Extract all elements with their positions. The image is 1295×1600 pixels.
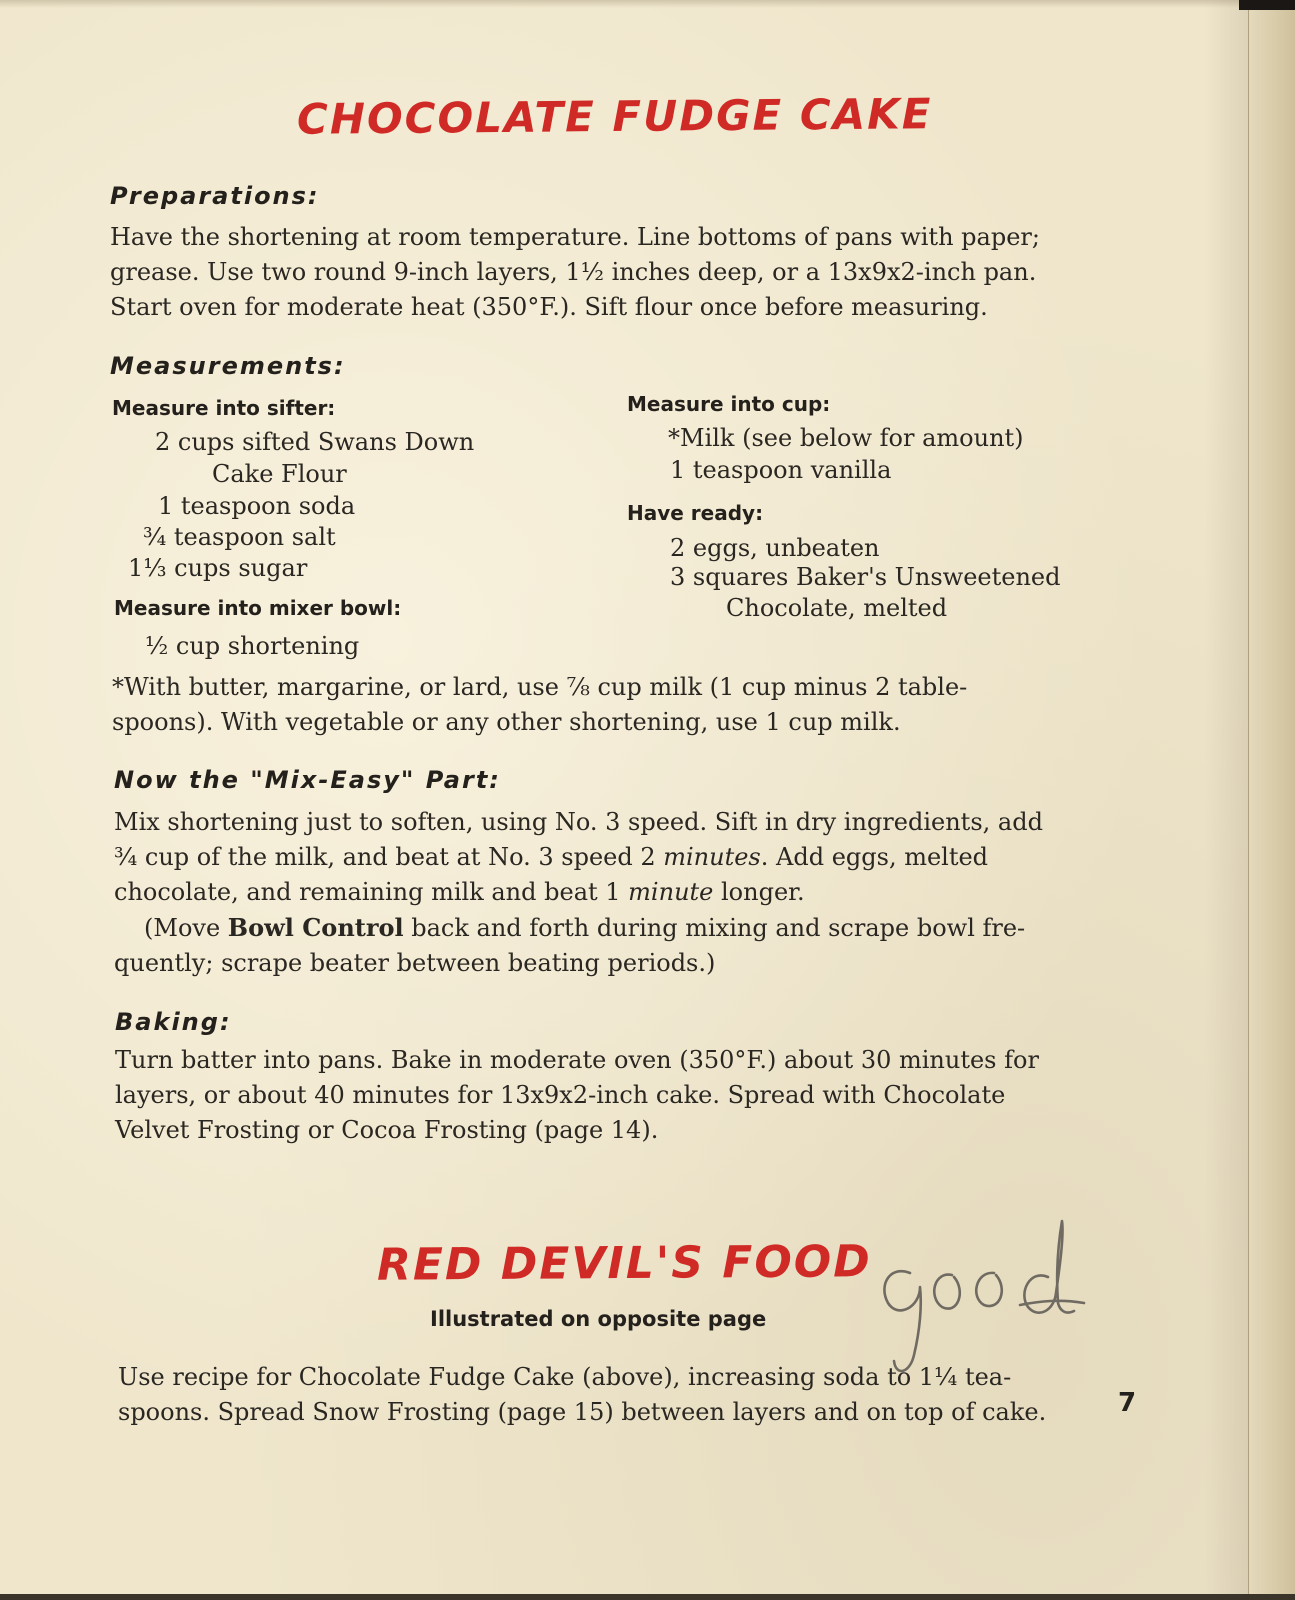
ingredient-item: 2 eggs, unbeaten bbox=[670, 534, 880, 562]
baking-line: layers, or about 40 minutes for 13x9x2-inch cake. Spread with Chocolate bbox=[115, 1081, 1006, 1109]
page-corner-shadow bbox=[1239, 0, 1295, 10]
recipe-title: CHOCOLATE FUDGE CAKE bbox=[296, 89, 933, 144]
mixer-bowl-heading: Measure into mixer bowl: bbox=[114, 596, 402, 620]
ingredient-item: 3 squares Baker's Unsweetened bbox=[670, 563, 1061, 591]
mix-easy-line: Mix shortening just to soften, using No. 3 speed. Sift in dry ingredients, add bbox=[114, 808, 1043, 836]
cup-heading: Measure into cup: bbox=[627, 392, 831, 416]
ingredient-item: 1 teaspoon soda bbox=[158, 492, 356, 520]
red-devil-line: spoons. Spread Snow Frosting (page 15) between layers and on top of cake. bbox=[118, 1398, 1047, 1426]
preparations-heading: Preparations: bbox=[110, 182, 320, 210]
preparations-line: Start oven for moderate heat (350°F.). Sift flour once before measuring. bbox=[110, 293, 988, 321]
ingredient-item: 1 teaspoon vanilla bbox=[670, 456, 892, 484]
milk-footnote bbox=[112, 670, 1097, 740]
ingredient-item: ½ cup shortening bbox=[145, 632, 360, 660]
ingredient-item: Cake Flour bbox=[212, 460, 347, 488]
ingredient-item: ¾ teaspoon salt bbox=[143, 523, 336, 551]
mix-easy-text bbox=[114, 805, 1096, 981]
binding-edge bbox=[1248, 0, 1295, 1600]
page-top-shadow bbox=[0, 0, 1295, 8]
handwritten-note-good bbox=[870, 1215, 1100, 1385]
red-devil-line: Use recipe for Chocolate Fudge Cake (above), increasing soda to 1¼ tea- bbox=[118, 1363, 1012, 1391]
preparations-text bbox=[110, 220, 1095, 325]
sifter-heading: Measure into sifter: bbox=[112, 396, 336, 420]
ingredient-item: 2 cups sifted Swans Down bbox=[155, 428, 475, 456]
footnote-line: spoons). With vegetable or any other shortening, use 1 cup milk. bbox=[112, 708, 901, 736]
preparations-line: grease. Use two round 9-inch layers, 1½ inches deep, or a 13x9x2-inch pan. bbox=[110, 258, 1037, 286]
preparations-line: Have the shortening at room temperature. Line bottoms of pans with paper; bbox=[110, 223, 1040, 251]
secondary-recipe-subtitle: Illustrated on opposite page bbox=[430, 1307, 767, 1331]
footnote-line: *With butter, margarine, or lard, use ⅞ cup milk (1 cup minus 2 table- bbox=[112, 673, 968, 701]
mix-easy-line: ¾ cup of the milk, and beat at No. 3 speed 2 minutes. Add eggs, melted bbox=[114, 843, 989, 871]
page-number: 7 bbox=[1118, 1388, 1137, 1418]
page-bottom-edge bbox=[0, 1594, 1295, 1600]
ingredient-item: 1⅓ cups sugar bbox=[128, 554, 308, 582]
baking-text bbox=[115, 1043, 1097, 1148]
baking-heading: Baking: bbox=[115, 1008, 232, 1036]
secondary-recipe-title: RED DEVIL'S FOOD bbox=[376, 1236, 872, 1291]
have-ready-heading: Have ready: bbox=[627, 501, 764, 525]
ingredient-item: Chocolate, melted bbox=[726, 594, 948, 622]
measurements-heading: Measurements: bbox=[110, 352, 346, 380]
ingredient-item: *Milk (see below for amount) bbox=[668, 424, 1024, 452]
baking-line: Turn batter into pans. Bake in moderate oven (350°F.) about 30 minutes for bbox=[115, 1046, 1039, 1074]
mix-easy-line: chocolate, and remaining milk and beat 1 minute longer. bbox=[114, 878, 805, 906]
mix-easy-note: (Move Bowl Control back and forth during mixing and scrape bowl fre- bbox=[144, 913, 1026, 942]
mix-easy-note: quently; scrape beater between beating periods.) bbox=[114, 949, 716, 977]
baking-line: Velvet Frosting or Cocoa Frosting (page 14). bbox=[115, 1116, 659, 1144]
mix-easy-heading: Now the "Mix-Easy" Part: bbox=[114, 766, 501, 794]
